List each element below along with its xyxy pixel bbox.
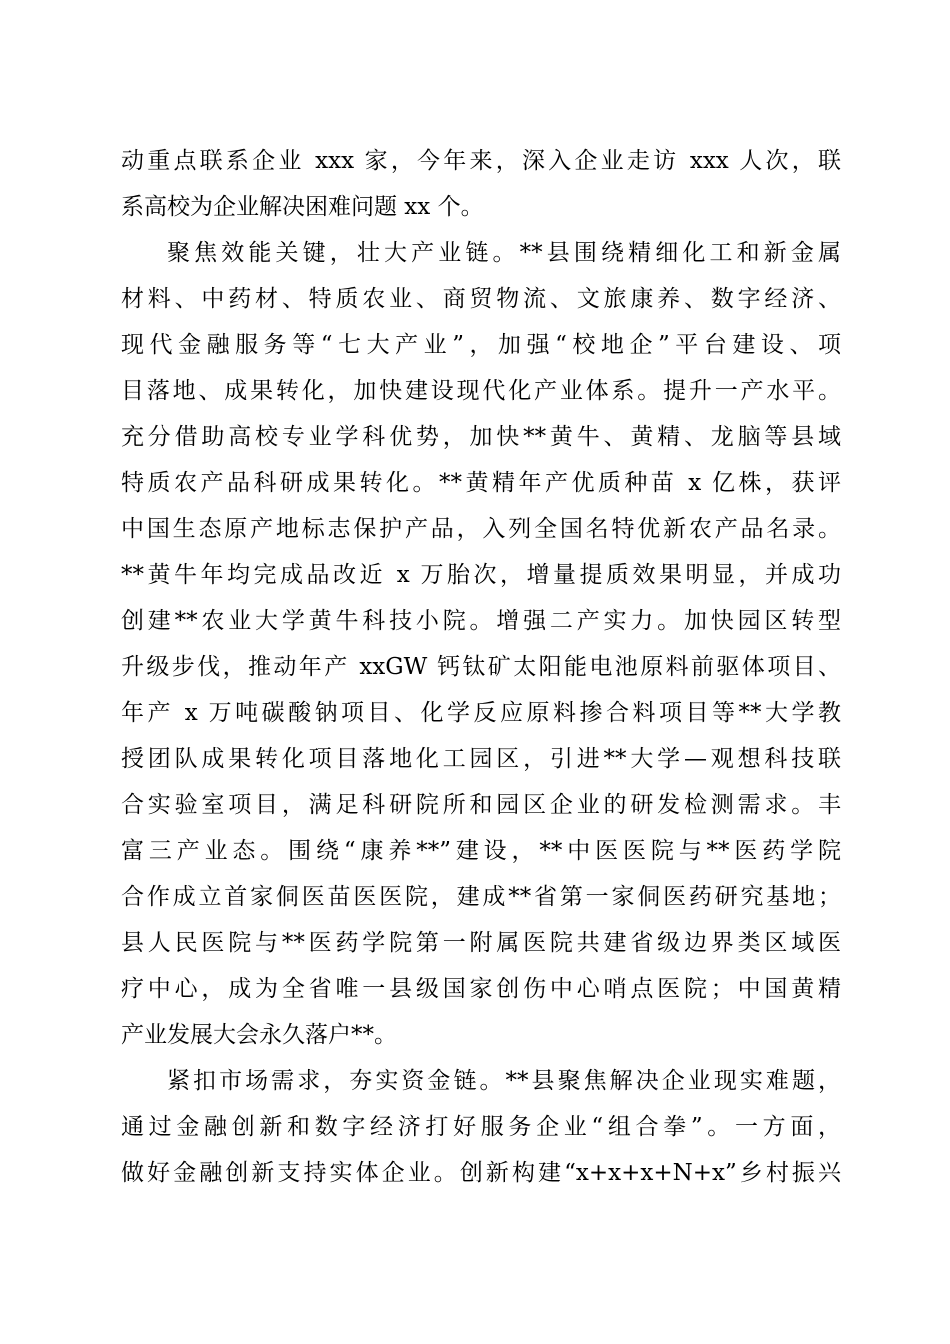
paragraph-2-line-2: 材料、中药材、特质农业、商贸物流、文旅康养、数字经济、 (121, 286, 841, 312)
paragraph-2-line-8: **黄牛年均完成品改近 x 万胎次，增量提质效果明显，并成功 (121, 562, 841, 588)
paragraph-2-line-6: 特质农产品科研成果转化。**黄精年产优质种苗 x 亿株，获评 (121, 470, 841, 496)
paragraph-2-line-11: 年产 x 万吨碳酸钠项目、化学反应原料掺合料项目等**大学教 (121, 700, 841, 726)
paragraph-1-line-2: 系高校为企业解决困难问题 xx 个。 (121, 194, 484, 220)
paragraph-2-line-9: 创建**农业大学黄牛科技小院。增强二产实力。加快园区转型 (121, 608, 841, 634)
paragraph-2-line-18: 产业发展大会永久落户**。 (121, 1022, 397, 1048)
paragraph-2-line-17: 疗中心，成为全省唯一县级国家创伤中心哨点医院；中国黄精 (121, 976, 841, 1002)
body-text (121, 138, 841, 1196)
paragraph-3-line-1: 紧扣市场需求，夯实资金链。**县聚焦解决企业现实难题， (167, 1068, 841, 1094)
paragraph-2-line-16: 县人民医院与**医药学院第一附属医院共建省级边界类区域医 (121, 930, 841, 956)
paragraph-3-line-3: 做好金融创新支持实体企业。创新构建“x+x+x+N+x”乡村振兴 (121, 1160, 841, 1186)
paragraph-1-line-1: 动重点联系企业 xxx 家，今年来，深入企业走访 xxx 人次，联 (121, 148, 841, 174)
paragraph-2-line-13: 合实验室项目，满足科研院所和园区企业的研发检测需求。丰 (121, 792, 841, 818)
paragraph-2-line-14: 富三产业态。围绕“康养**”建设，**中医医院与**医药学院 (121, 838, 841, 864)
paragraph-2-line-10: 升级步伐，推动年产 xxGW 钙钛矿太阳能电池原料前驱体项目、 (121, 654, 841, 680)
paragraph-2-line-4: 目落地、成果转化，加快建设现代化产业体系。提升一产水平。 (121, 378, 841, 404)
paragraph-2-line-3: 现代金融服务等“七大产业”，加强“校地企”平台建设、项 (121, 332, 841, 358)
paragraph-2-line-15: 合作成立首家侗医苗医医院，建成**省第一家侗医药研究基地； (121, 884, 841, 910)
paragraph-2-line-5: 充分借助高校专业学科优势，加快**黄牛、黄精、龙脑等县域 (121, 424, 841, 450)
paragraph-2-line-12: 授团队成果转化项目落地化工园区，引进**大学—观想科技联 (121, 746, 841, 772)
paragraph-2-line-1: 聚焦效能关键，壮大产业链。**县围绕精细化工和新金属 (167, 240, 841, 266)
paragraph-2-line-7: 中国生态原产地标志保护产品，入列全国名特优新农产品名录。 (121, 516, 841, 542)
paragraph-3-line-2: 通过金融创新和数字经济打好服务企业“组合拳”。一方面， (121, 1114, 841, 1140)
